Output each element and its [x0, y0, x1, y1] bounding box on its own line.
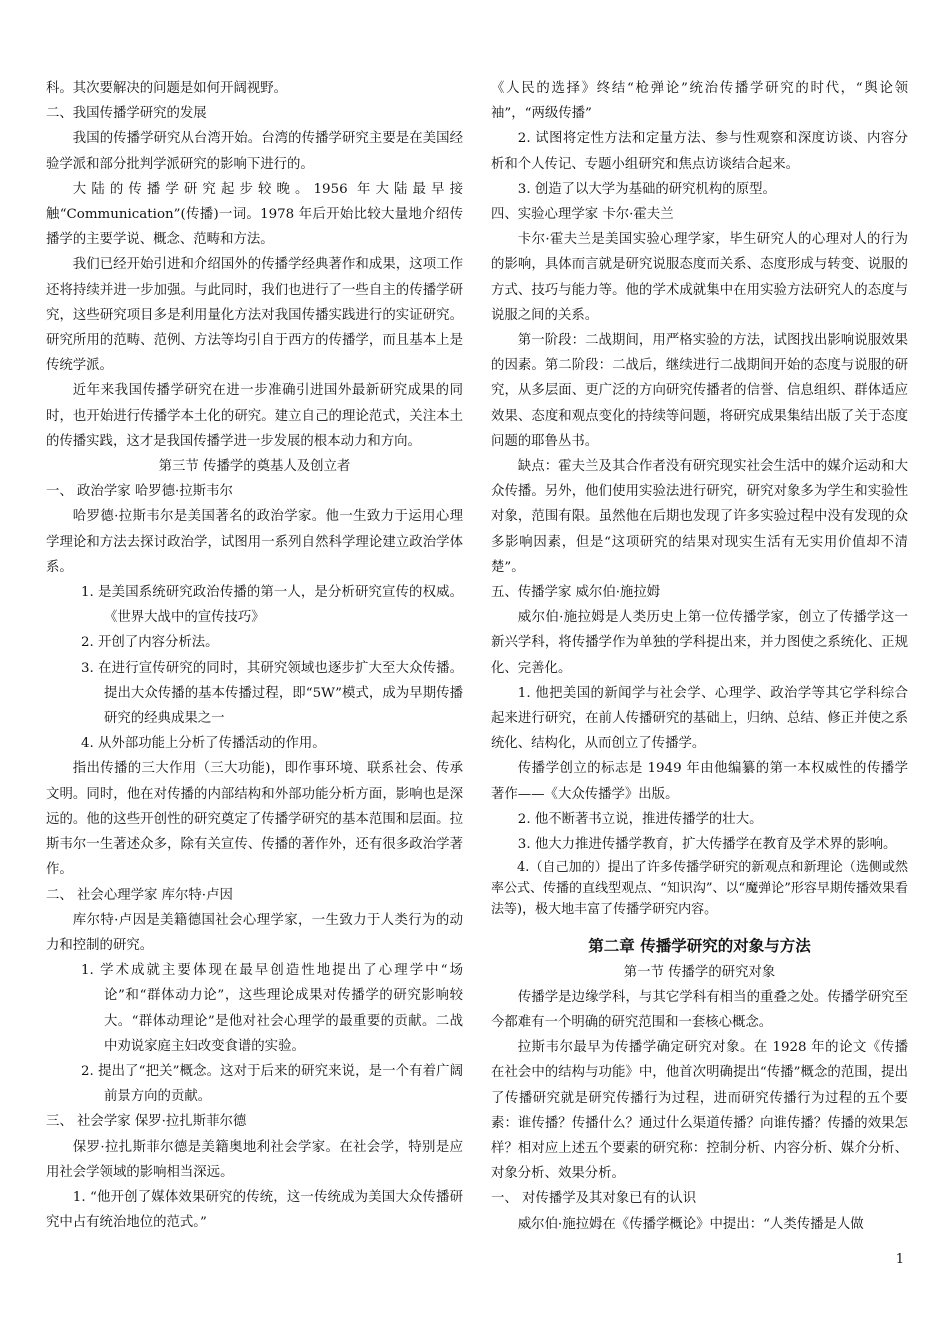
left-paragraph: 三、 社会学家 保罗·拉扎斯菲尔德: [46, 1114, 247, 1130]
right-paragraph: 五、传播学家 威尔伯·施拉姆: [491, 585, 661, 601]
left-paragraph: 二、 社会心理学家 库尔特·卢因: [46, 887, 233, 903]
right-paragraph: 传播学创立的标志是 1949 年由他编纂的第一本权威性的传播学著作——《大众传播学》出版。: [491, 761, 908, 802]
left-paragraph: 1. 学术成就主要体现在最早创造性地提出了心理学中“场论”和“群体动力论”，这些理论成果对传播学的研究影响较大。“群体动理论”是他对社会心理学的最重要的贡献。二战中劝说家庭主妇改变食谱的实验。: [81, 963, 463, 1054]
left-paragraph: 哈罗德·拉斯韦尔是美国著名的政治学家。他一生致力于运用心理学理论和方法去探讨政治学，试图用一系列自然科学理论建立政治学体系。: [46, 509, 463, 575]
right-paragraph: 四、实验心理学家 卡尔·霍夫兰: [491, 207, 674, 223]
page-number: 1: [895, 1252, 904, 1267]
right-paragraph: 3. 创造了以大学为基础的研究机构的原型。: [517, 181, 776, 197]
left-paragraph: 1. 是美国系统研究政治传播的第一人，是分析研究宣传的权威。《世界大战中的宣传技巧》: [81, 585, 463, 626]
right-paragraph: 3. 他大力推进传播学教育，扩大传播学在教育及学术界的影响。: [517, 837, 897, 853]
left-paragraph: 第三节 传播学的奠基人及创立者: [158, 459, 351, 475]
left-paragraph: 2. 开创了内容分析法。: [81, 635, 219, 651]
left-paragraph: 指出传播的三大作用（三大功能)，即作事环境、联系社会、传承文明。同时，他在对传播的内部结构和外部功能分析方面，影响也是深远的。他的这些开创性的研究奠定了传播学研究的基本范围和层面。拉斯韦尔一生著述众多，除有关宣传、传播的著作外，还有很多政治学著作。: [46, 761, 463, 878]
right-paragraph: 《人民的选择》终结“枪弹论”统治传播学研究的时代，“舆论领袖”，“两级传播”: [491, 81, 908, 122]
left-paragraph: 大陆的传播学研究起步较晚。1956 年大陆最早接触“Communication”(传播)一词。1978 年后开始比较大量地介绍传播学的主要学说、概念、范畴和方法。: [46, 181, 463, 248]
right-paragraph: 第一节 传播学的研究对象: [623, 964, 776, 980]
left-paragraph: 我国的传播学研究从台湾开始。台湾的传播学研究主要是在美国经验学派和部分批判学派研究的影响下进行的。: [46, 131, 463, 172]
right-paragraph: 2. 他不断著书立说，推进传播学的壮大。: [517, 811, 763, 827]
left-paragraph: 一、 政治学家 哈罗德·拉斯韦尔: [46, 484, 233, 500]
left-paragraph: 我们已经开始引进和介绍国外的传播学经典著作和成果，这项工作还将持续并进一步加强。与此同时，我们也进行了一些自主的传播学研究，这些研究项目多是利用量化方法对我国传播实践进行的实证研究。研究所用的范畴、范例、方法等均引自于西方的传播学，而且基本上是传统学派。: [46, 257, 463, 374]
right-paragraph: 4.（自己加的）提出了许多传播学研究的新观点和新理论（选侧或然率公式、传播的直线型观点、“知识沟”、以“魔弹论”形容早期传播效果看法等)，极大地丰富了传播学研究内容。: [491, 860, 908, 918]
left-paragraph: 1. “他开创了媒体效果研究的传统，这一传统成为美国大众传播研究中占有统治地位的范式。”: [46, 1189, 463, 1231]
left-column: [46, 76, 463, 1235]
right-paragraph: 一、 对传播学及其对象已有的认识: [491, 1191, 697, 1207]
right-paragraph: 威尔伯·施拉姆是人类历史上第一位传播学家，创立了传播学这一新兴学科，将传播学作为单独的学科提出来，并力图使之系统化、正规化、完善化。: [491, 610, 908, 676]
left-paragraph: 3. 在进行宣传研究的同时，其研究领域也逐步扩大至大众传播。提出大众传播的基本传播过程，即“5W”模式，成为早期传播研究的经典成果之一: [81, 660, 463, 727]
right-paragraph: 卡尔·霍夫兰是美国实验心理学家，毕生研究人的心理对人的行为的影响，具体而言就是研究说服态度而关系、态度形成与转变、说服的方式、技巧与能力等。他的学术成就集中在用实验方法研究人的态度与说服之间的关系。: [491, 232, 908, 323]
left-paragraph: 库尔特·卢因是美籍德国社会心理学家，一生致力于人类行为的动力和控制的研究。: [46, 912, 463, 953]
right-paragraph: 第二章 传播学研究的对象与方法: [588, 937, 811, 956]
left-paragraph: 4. 从外部功能上分析了传播活动的作用。: [81, 736, 326, 752]
left-paragraph: 2. 提出了“把关”概念。这对于后来的研究来说，是一个有着广阔前景方向的贡献。: [81, 1063, 463, 1105]
right-paragraph: 拉斯韦尔最早为传播学确定研究对象。在 1928 年的论文《传播在社会中的结构与功能》中，他首次明确提出“传播”概念的范围，提出了传播研究就是研究传播行为过程，进而研究传播行为过程的五个要素：谁传播？传播什么？通过什么渠道传播？向谁传播？传播的效果怎样？相对应上述五个要素的研究称：控制分析、内容分析、媒介分析、对象分析、效果分析。: [491, 1040, 908, 1182]
right-paragraph: 缺点：霍夫兰及其合作者没有研究现实社会生活中的媒介运动和大众传播。另外，他们使用实验法进行研究，研究对象多为学生和实验性对象，范围有限。虽然他在后期也发现了许多实验过程中没有发现的众多影响因素，但是“这项研究的结果对现实生活有无实用价值却不清楚”。: [491, 459, 908, 575]
right-paragraph: 威尔伯·施拉姆在《传播学概论》中提出：“人类传播是人做: [517, 1216, 864, 1232]
right-column: [491, 76, 908, 1237]
left-paragraph: 二、我国传播学研究的发展: [46, 106, 207, 122]
right-paragraph: 第一阶段：二战期间，用严格实验的方法，试图找出影响说服效果的因素。第二阶段：二战后，继续进行二战期间开始的态度与说服的研究，从多层面、更广泛的方向研究传播者的信誉、信息组织、群体适应效果、态度和观点变化的持续等问题，将研究成果集结出版了关于态度问题的耶鲁丛书。: [491, 333, 908, 449]
left-paragraph: 保罗·拉扎斯菲尔德是美籍奥地利社会学家。在社会学，特别是应用社会学领域的影响相当深远。: [46, 1139, 463, 1180]
right-paragraph: 传播学是边缘学科，与其它学科有相当的重叠之处。传播学研究至今都难有一个明确的研究范围和一套核心概念。: [491, 989, 908, 1030]
right-paragraph: 1. 他把美国的新闻学与社会学、心理学、政治学等其它学科综合起来进行研究，在前人传播研究的基础上，归纳、总结、修正并使之系统化、结构化，从而创立了传播学。: [491, 685, 908, 752]
right-paragraph: 2. 试图将定性方法和定量方法、参与性观察和深度访谈、内容分析和个人传记、专题小组研究和焦点访谈结合起来。: [491, 131, 908, 172]
left-paragraph: 近年来我国传播学研究在进一步准确引进国外最新研究成果的同时，也开始进行传播学本土化的研究。建立自己的理论范式，关注本土的传播实践，这才是我国传播学进一步发展的根本动力和方向。: [46, 383, 463, 449]
left-paragraph: 科。其次要解决的问题是如何开阔视野。: [46, 81, 288, 96]
